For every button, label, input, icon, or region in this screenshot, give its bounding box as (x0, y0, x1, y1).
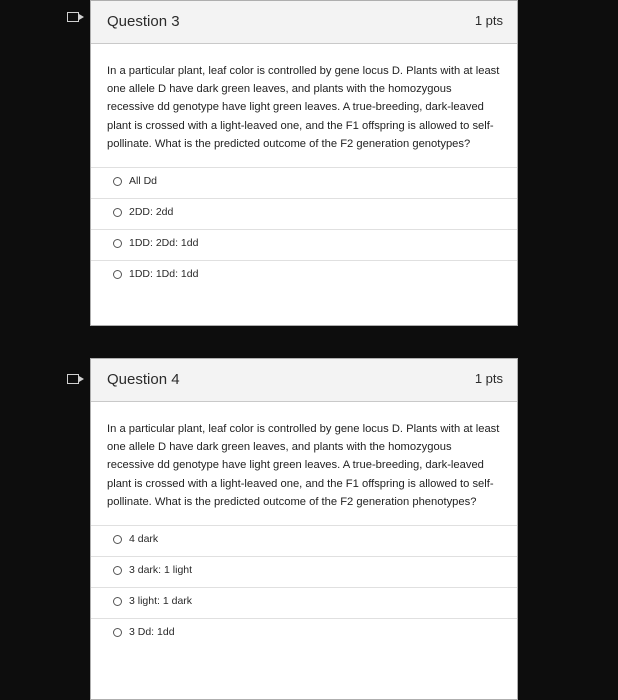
answer-option[interactable] (91, 556, 517, 587)
question-text: In a particular plant, leaf color is controlled by gene locus D. Plants with at least one allele D have dark green leaves, and plants with the homozygous recessive dd genotype have light green leaves. A true-breeding, dark-leaved plant is crossed with a light-leaved one, and the F1 offspring is allowed to self-pollinate. What is the predicted outcome of the F2 generation genotypes? (107, 65, 500, 150)
answer-label[interactable]: All Dd (129, 175, 158, 188)
radio-button[interactable] (113, 239, 122, 248)
answer-label[interactable]: 1DD: 1Dd: 1dd (129, 268, 199, 281)
bookmark-icon[interactable] (67, 374, 79, 384)
radio-button[interactable] (113, 628, 122, 637)
answer-option[interactable] (91, 167, 517, 198)
question-text: In a particular plant, leaf color is controlled by gene locus D. Plants with at least one allele D have dark green leaves, and plants with the homozygous recessive dd genotype have light green leaves. A true-breeding, dark-leaved plant is crossed with a light-leaved one, and the F1 offspring is allowed to self-pollinate. What is the predicted outcome of the F2 generation phenotypes? (107, 423, 500, 508)
question-header (91, 359, 517, 402)
answer-option[interactable] (91, 229, 517, 260)
question-header (91, 1, 517, 44)
answer-list (91, 167, 517, 291)
radio-button[interactable] (113, 566, 122, 575)
bookmark-icon[interactable] (67, 12, 79, 22)
radio-button[interactable] (113, 597, 122, 606)
answer-label[interactable]: 1DD: 2Dd: 1dd (129, 237, 199, 250)
question-points: 1 pts (474, 13, 503, 28)
answer-label[interactable]: 3 light: 1 dark (129, 595, 193, 608)
radio-button[interactable] (113, 208, 122, 217)
answer-option[interactable] (91, 618, 517, 649)
question-card (90, 358, 518, 700)
answer-option[interactable] (91, 198, 517, 229)
answer-list (91, 525, 517, 649)
radio-button[interactable] (113, 270, 122, 279)
answer-option[interactable] (91, 587, 517, 618)
answer-label[interactable]: 4 dark (129, 533, 159, 546)
answer-option[interactable] (91, 260, 517, 291)
question-title: Question 4 (107, 371, 180, 388)
question-title: Question 3 (107, 13, 180, 30)
answer-label[interactable]: 3 dark: 1 light (129, 564, 193, 577)
answer-option[interactable] (91, 525, 517, 556)
question-points: 1 pts (474, 371, 503, 386)
answer-label[interactable]: 3 Dd: 1dd (129, 626, 175, 639)
radio-button[interactable] (113, 535, 122, 544)
radio-button[interactable] (113, 177, 122, 186)
answer-label[interactable]: 2DD: 2dd (129, 206, 174, 219)
question-card (90, 0, 518, 326)
